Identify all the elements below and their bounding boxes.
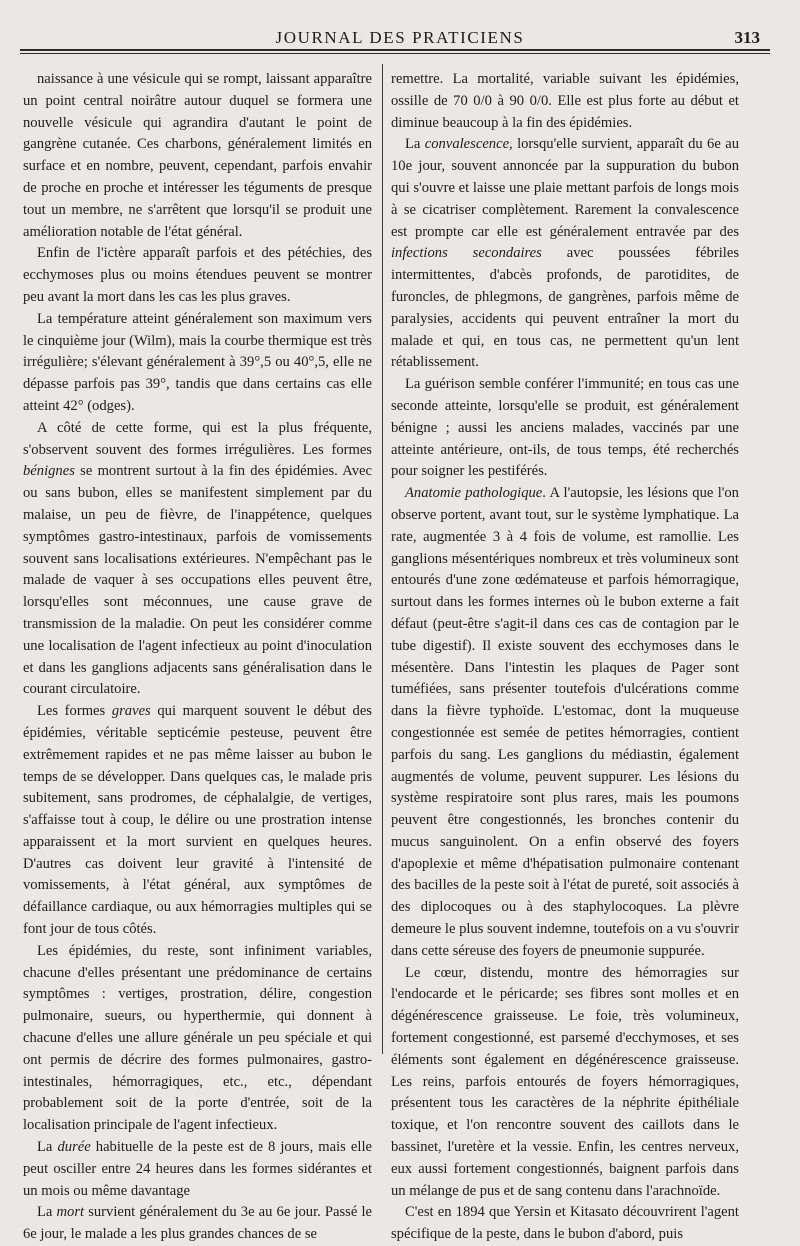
paragraph-text: naissance à une vésicule qui se rompt, laissant apparaître un point central noirâtre autour duquel se formera une nouvelle vésicule qui agrandira d'autant le point de gangrène cutanée. Ces charbons, généralement limités en surface et en nombre, peuvent, cependant, parfois envahir de proche en proche et intéresser les téguments de presque tout un membre, ne s'arrêtent que lorsqu'il se produit une amélioration notable de l'état général.	[23, 71, 372, 240]
paragraph	[23, 418, 372, 701]
paragraph-text: survient généralement du 3e au 6e jour. Passé le 6e jour, le malade a les plus grandes chances de se	[23, 1204, 372, 1243]
paragraph-text: Les formes	[37, 703, 112, 720]
paragraph	[391, 134, 739, 374]
paragraph-text: remettre. La mortalité, variable suivant les épidémies, ossille de 70 0/0 à 90 0/0. Elle est plus forte au début et diminue beaucoup à la fin des épidémies.	[391, 71, 739, 131]
page-header	[0, 22, 800, 52]
paragraph-text: A côté de cette forme, qui est la plus fréquente, s'observent souvent des formes irrégulières. Les formes	[23, 419, 372, 458]
right-column	[391, 69, 739, 1246]
running-title: JOURNAL DES PRATICIENS	[275, 28, 525, 47]
paragraph-text: La température atteint généralement son maximum vers le cinquième jour (Wilm), mais la courbe thermique est très irrégulière; s'élevant généralement à 39°,5 ou 40°,5, elle ne dépasse parfois pas 39°, tandis que dans certains cas elle atteint 42° (odges).	[23, 310, 372, 414]
italic-term: graves	[111, 703, 151, 720]
paragraph-text: La	[405, 136, 425, 153]
paragraph-text: qui marquent souvent le début des épidémies, véritable septicémie pesteuse, peuvent être extrêmement rapides et ne pas même laisser au bubon le temps de se développer. Dans quelques cas, le malade pris subitement, sans prodromes, de céphalalgie, de vertiges, s'affaisse tout à coup, le délire ou une prostration intense apparaissent et la mort survient en quelques heures. D'autres cas doivent leur gravité à l'intensité de vomissements, à l'état général, aux symptômes de défaillance cardiaque, ou aux hémorragies multiples qui se font jour de tous côtés.	[23, 703, 372, 938]
paragraph	[23, 701, 372, 941]
paragraph	[23, 1202, 372, 1246]
italic-term: mort	[56, 1204, 85, 1221]
page-number: 313	[734, 28, 760, 47]
paragraph-text: avec poussées fébriles intermittentes, d'abcès profonds, de parotidites, de furoncles, de phlegmons, de gangrènes, parfois même de paralysies, accidents qui peuvent entraîner la mort du malade et qui, en tous cas, ne permettent qu'un lent rétablissement.	[391, 245, 739, 371]
paragraph-text: Enfin de l'ictère apparaît parfois et des pétéchies, des ecchymoses plus ou moins étendues peuvent se montrer peu avant la mort dans les cas les plus graves.	[23, 245, 372, 305]
paragraph	[23, 243, 372, 308]
paragraph	[391, 374, 739, 483]
paragraph-text: Les épidémies, du reste, sont infiniment variables, chacune d'elles présentant une prédominance de certains symptômes : vertiges, prostration, délire, congestion pulmonaire, sueurs, ou hyperthermie, qui donnent à chacune d'elles une allure générale un peu spéciale et qui ont permis de décrire des formes pulmonaires, gastro-intestinales, hémorragiques, etc., etc., dépendant probablement soit de la porte d'entrée, soit de la localisation principale de l'agent infectieux.	[23, 942, 372, 1134]
paragraph	[23, 309, 372, 418]
paragraph-text: . A l'autopsie, les lésions que l'on observe portent, avant tout, sur le système lymphatique. La rate, augmentée 3 à 4 fois de volume, est ramollie. Les ganglions mésentériques nombreux et très volumineux sont entourés d'une zone œdémateuse et parfois hémorragique, surtout dans les formes internes où le bubon externe a fait défaut (peut-être s'agit-il dans ces cas de contagion par le tube digestif). Il existe souvent des ecchymoses dans le mésentère. Dans l'intestin les plaques de Pager sont tuméfiées, sans présenter toutefois d'ulcérations comme dans la fièvre typhoïde. L'estomac, dont la muqueuse congestionnée est semée de petites hémorragies, contient parfois du sang. Les ganglions du médiastin, également augmentés de volume, peuvent suppurer. Les lésions du système respiratoire sont plus rares, mais les poumons peuvent être congestionnés, les bronches contenir du mucus sanguinolent. On a enfin observé des foyers d'apoplexie et même d'hépatisation pulmonaire contenant des bacilles de la peste soit à l'état de pureté, soit associés à des diplocoques ou à des staphylocoques. La plèvre demeure le plus souvent indemne, toutefois on a vu s'ouvrir dans cette séreuse des foyers de pneumonie suppurée.	[391, 485, 739, 959]
italic-term: durée	[57, 1139, 91, 1156]
paragraph-text: habituelle de la peste est de 8 jours, mais elle peut osciller entre 24 heures dans les formes sidérantes et un mois ou même davantage	[23, 1139, 372, 1199]
paragraph	[23, 69, 372, 243]
italic-term: bénignes	[23, 463, 75, 480]
paragraph-text: C'est en 1894 que Yersin et Kitasato découvrirent l'agent spécifique de la peste, dans le bubon d'abord, puis	[391, 1204, 739, 1243]
paragraph	[391, 69, 739, 134]
header-rule	[20, 49, 770, 51]
paragraph-text: La	[37, 1139, 58, 1156]
column-divider	[382, 64, 383, 1054]
paragraph	[391, 1202, 739, 1246]
paragraph-text: se montrent surtout à la fin des épidémies. Avec ou sans bubon, elles se manifestent simplement par du malaise, un peu de fièvre, de l'inappétence, quelques symptômes gastro-intestinaux, parfois de vomissements souvent sans localisations extérieures. N'empêchant pas le malade de vaquer à ses occupations elles peuvent être, lorsqu'elles sont méconnues, une cause grave de transmission de la maladie. On peut les considérer comme une localisation de l'agent infectieux au point d'inoculation et dans les ganglions adjacents sans généralisation dans le courant circulatoire.	[23, 463, 372, 698]
paragraph-text: La	[37, 1204, 57, 1221]
left-column	[23, 69, 372, 1246]
paragraph	[391, 963, 739, 1203]
paragraph	[23, 1137, 372, 1202]
paragraph	[23, 941, 372, 1137]
paragraph-text: Le cœur, distendu, montre des hémorragies sur l'endocarde et le péricarde; ses fibres sont molles et en dégénérescence graisseuse. Le foie, très volumineux, fortement congestionné, est parsemé d'ecchymoses, et ses éléments sont également en dégénérescence graisseuse. Les reins, parfois entourés de foyers hémorragiques, présentent tous les caractères de la néphrite épithéliale toxique, et l'on rencontre souvent des caillots dans le bassinet, l'uretère et la vessie. Enfin, les centres nerveux, eux aussi fortement congestionnés, baignent parfois dans un mélange de pus et de sang contenu dans l'arachnoïde.	[391, 964, 739, 1199]
italic-term: convalescence	[424, 136, 510, 153]
paragraph-text: , lorsqu'elle survient, apparaît du 6e au 10e jour, souvent annoncée par la suppuration du bubon qui s'ouvre et laisse une plaie mettant parfois de longs mois à se cicatriser complètement. Rarement la convalescence est prompte car elle est généralement entravée par des	[391, 136, 739, 240]
paragraph	[391, 483, 739, 963]
paragraph-text: La guérison semble conférer l'immunité; en tous cas une seconde atteinte, lorsqu'elle se produit, est généralement bénigne ; aussi les anciens malades, vaccinés par une atteinte antérieure, ont-ils, de tous temps, été recherchés pour soigner les pestiférés.	[391, 376, 739, 480]
header-rule-thin	[20, 53, 770, 54]
italic-term: Anatomie pathologique	[405, 485, 543, 502]
italic-term: infections secondaires	[391, 245, 542, 262]
